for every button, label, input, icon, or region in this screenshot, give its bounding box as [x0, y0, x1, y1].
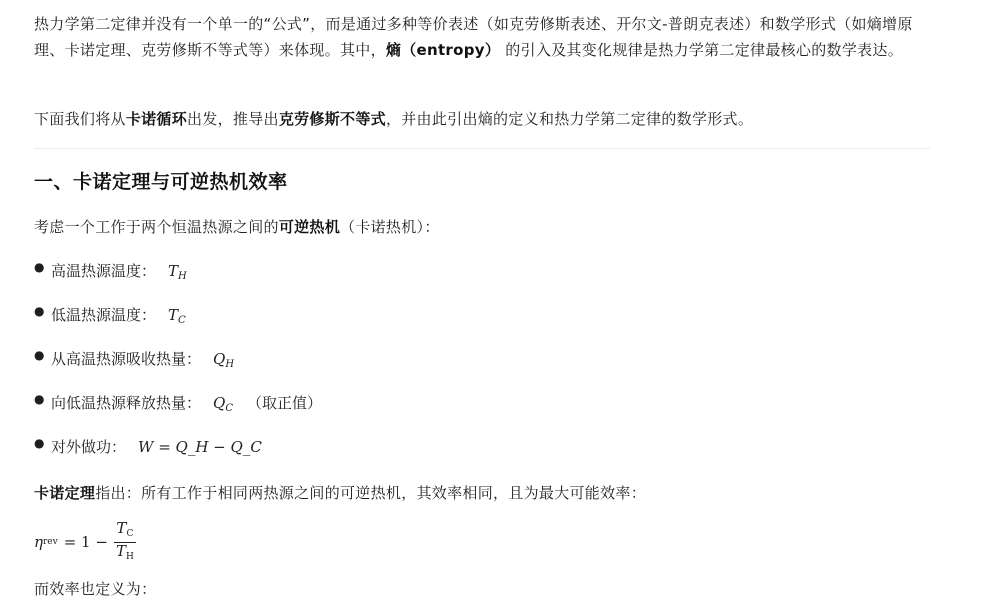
carnot-theorem-text: 指出：所有工作于相同两热源之间的可逆热机，其效率相同，且为最大可能效率： [95, 484, 647, 502]
numerator-subscript: C [126, 528, 134, 539]
formula-equals: = 1 − [63, 533, 108, 551]
engine-intro-text-b: （卡诺热机）： [340, 218, 440, 236]
math-symbol [168, 306, 186, 324]
denominator-subscript: H [125, 551, 134, 562]
list-item [34, 258, 734, 302]
outline-paragraph [34, 106, 934, 132]
math-symbol [213, 350, 234, 368]
item-label: 从高温热源吸收热量： [51, 350, 202, 368]
bullet-icon: ● [34, 260, 45, 274]
denominator-symbol: T [115, 541, 126, 560]
symbol-subscript: H [178, 271, 187, 282]
bullet-icon: ● [34, 348, 45, 362]
fraction-denominator [114, 543, 136, 565]
item-label: 高温热源温度： [51, 262, 157, 280]
efficiency-formula [34, 520, 136, 564]
intro-text-b: 的引入及其变化规律是热力学第二定律最核心的数学表达。 [500, 41, 904, 59]
bullet-icon: ● [34, 392, 45, 406]
section-heading: 一、卡诺定理与可逆热机效率 [34, 171, 288, 193]
outline-text-b: 出发，推导出 [187, 110, 279, 128]
item-note: （取正值） [246, 394, 322, 412]
efficiency-definition-line: 而效率也定义为： [34, 580, 157, 598]
clausius-inequality-term: 克劳修斯不等式 [278, 110, 386, 128]
outline-text-a: 下面我们将从 [34, 110, 126, 128]
symbol-base: Q [213, 394, 226, 412]
outline-text-c: ，并由此引出熵的定义和热力学第二定律的数学形式。 [385, 110, 754, 128]
intro-paragraph [34, 11, 934, 63]
symbol-base: T [168, 262, 179, 280]
item-label: 对外做功： [51, 438, 127, 456]
symbol-subscript: C [225, 403, 233, 414]
list-item [34, 434, 734, 478]
carnot-theorem-term: 卡诺定理 [34, 484, 96, 502]
math-symbol [213, 394, 233, 412]
carnot-theorem [34, 480, 934, 506]
intro-text-a: 热力学第二定律并没有一个单一的“公式”，而是通过多种等价表述（如克劳修斯表述、开尔文-普朗克表述）和数学形式（如熵增原理、卡诺定理、克劳修斯不等式等）来体现。其中， [34, 15, 913, 59]
list-item [34, 302, 734, 346]
engine-intro-text-a: 考虑一个工作于两个恒温热源之间的 [34, 218, 279, 236]
eta-subscript: rev [43, 537, 58, 547]
item-label: 向低温热源释放热量： [51, 394, 202, 412]
symbol-subscript: H [225, 359, 235, 370]
carnot-cycle-term: 卡诺循环 [125, 110, 188, 128]
math-symbol [168, 262, 187, 280]
fraction [114, 520, 136, 565]
list-item [34, 346, 734, 390]
fraction-numerator [114, 520, 135, 542]
eta-symbol: η [34, 533, 43, 551]
item-label: 低温热源温度： [51, 306, 157, 324]
section-divider [34, 148, 930, 149]
bullet-icon: ● [34, 436, 45, 450]
entropy-term: 熵（entropy） [385, 41, 501, 59]
engine-intro [34, 214, 934, 240]
symbol-base: T [168, 306, 179, 324]
list-item [34, 390, 734, 434]
symbol-base: Q [213, 350, 226, 368]
symbol-subscript: C [178, 315, 186, 326]
bullet-icon: ● [34, 304, 45, 318]
numerator-symbol: T [116, 518, 127, 537]
work-expression: W = Q_H − Q_C [138, 438, 262, 456]
quantity-list [34, 258, 734, 478]
reversible-engine-term: 可逆热机 [278, 218, 341, 236]
